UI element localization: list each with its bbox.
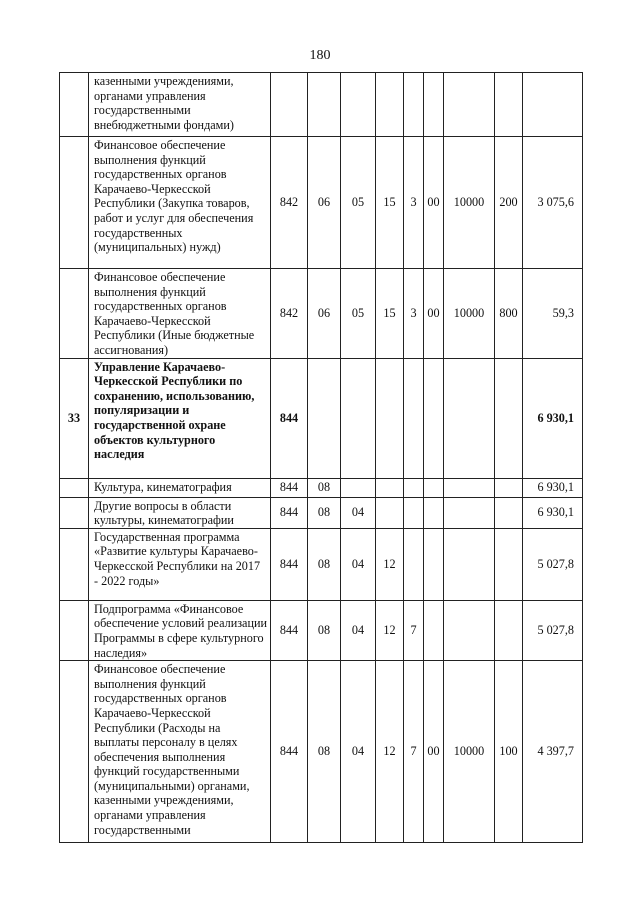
direction-code-cell (424, 528, 444, 600)
expense-type-cell: 100 (495, 661, 523, 843)
expense-type-cell: 200 (495, 137, 523, 269)
section-code-cell: 08 (308, 661, 341, 843)
table-row (60, 269, 583, 359)
item-name-cell: Управление Карачаево-Черкесской Республики по сохранению, использованию, популяризации и государственной охране объектов культурного наследия (89, 358, 271, 478)
subsection-code-cell (341, 478, 376, 497)
expense-type-cell (495, 497, 523, 528)
subprogram-code-cell (404, 497, 424, 528)
direction-code-cell (424, 478, 444, 497)
expense-code-cell: 10000 (444, 269, 495, 359)
section-code-cell: 06 (308, 269, 341, 359)
program-code-cell: 12 (376, 600, 404, 660)
expense-type-cell (495, 73, 523, 137)
amount-cell (523, 73, 583, 137)
program-code-cell (376, 358, 404, 478)
row-number-cell (60, 269, 89, 359)
amount-cell: 5 027,8 (523, 528, 583, 600)
subprogram-code-cell (404, 73, 424, 137)
subprogram-code-cell: 3 (404, 269, 424, 359)
section-code-cell: 06 (308, 137, 341, 269)
department-code-cell: 844 (271, 478, 308, 497)
row-number-cell (60, 73, 89, 137)
department-code-cell: 842 (271, 269, 308, 359)
expense-code-cell (444, 478, 495, 497)
table-row (60, 600, 583, 660)
amount-cell: 3 075,6 (523, 137, 583, 269)
direction-code-cell (424, 497, 444, 528)
program-code-cell: 12 (376, 661, 404, 843)
subsection-code-cell: 05 (341, 137, 376, 269)
amount-cell: 6 930,1 (523, 358, 583, 478)
expense-code-cell (444, 358, 495, 478)
department-code-cell: 844 (271, 600, 308, 660)
table-body (60, 73, 583, 843)
subprogram-code-cell (404, 478, 424, 497)
expense-type-cell (495, 600, 523, 660)
direction-code-cell: 00 (424, 661, 444, 843)
direction-code-cell: 00 (424, 269, 444, 359)
item-name-cell: Финансовое обеспечение выполнения функций государственных органов Карачаево-Черкесской Республики (Иные бюджетные ассигнования) (89, 269, 271, 359)
table-row (60, 137, 583, 269)
row-number-cell (60, 661, 89, 843)
table-row (60, 497, 583, 528)
direction-code-cell (424, 600, 444, 660)
table-row (60, 528, 583, 600)
item-name-cell: Финансовое обеспечение выполнения функций государственных органов Карачаево-Черкесской Республики (Расходы на выплаты персоналу в целях обеспечения выполнения функций государственными (муниципальными) органами, казенными учреждениями, органами управления государственными (89, 661, 271, 843)
page-number: 180 (309, 48, 331, 63)
expense-code-cell (444, 528, 495, 600)
budget-table (59, 72, 583, 843)
direction-code-cell (424, 358, 444, 478)
row-number-cell (60, 478, 89, 497)
expense-type-cell (495, 528, 523, 600)
table-row (60, 358, 583, 478)
section-code-cell (308, 73, 341, 137)
program-code-cell (376, 497, 404, 528)
expense-code-cell: 10000 (444, 661, 495, 843)
subsection-code-cell: 04 (341, 497, 376, 528)
subprogram-code-cell (404, 358, 424, 478)
program-code-cell (376, 478, 404, 497)
expense-code-cell (444, 600, 495, 660)
expense-code-cell (444, 497, 495, 528)
section-code-cell: 08 (308, 528, 341, 600)
item-name-cell: Государственная программа «Развитие культуры Карачаево-Черкесской Республики на 2017 - 2022 годы» (89, 528, 271, 600)
subsection-code-cell: 04 (341, 528, 376, 600)
expense-code-cell: 10000 (444, 137, 495, 269)
row-number-cell (60, 497, 89, 528)
direction-code-cell (424, 73, 444, 137)
subsection-code-cell: 04 (341, 661, 376, 843)
expense-type-cell (495, 478, 523, 497)
section-code-cell: 08 (308, 600, 341, 660)
department-code-cell: 844 (271, 661, 308, 843)
amount-cell: 4 397,7 (523, 661, 583, 843)
department-code-cell: 844 (271, 528, 308, 600)
table-row (60, 478, 583, 497)
item-name-cell: Другие вопросы в области культуры, кинематографии (89, 497, 271, 528)
subprogram-code-cell (404, 528, 424, 600)
amount-cell: 6 930,1 (523, 478, 583, 497)
section-code-cell (308, 358, 341, 478)
department-code-cell: 842 (271, 137, 308, 269)
table-row (60, 661, 583, 843)
subsection-code-cell (341, 358, 376, 478)
program-code-cell: 12 (376, 528, 404, 600)
row-number-cell: 33 (60, 358, 89, 478)
row-number-cell (60, 137, 89, 269)
expense-type-cell (495, 358, 523, 478)
expense-type-cell: 800 (495, 269, 523, 359)
amount-cell: 59,3 (523, 269, 583, 359)
department-code-cell: 844 (271, 358, 308, 478)
subprogram-code-cell: 3 (404, 137, 424, 269)
program-code-cell (376, 73, 404, 137)
expense-code-cell (444, 73, 495, 137)
subsection-code-cell: 04 (341, 600, 376, 660)
subsection-code-cell (341, 73, 376, 137)
subsection-code-cell: 05 (341, 269, 376, 359)
table-row (60, 73, 583, 137)
item-name-cell: казенными учреждениями, органами управления государственными внебюджетными фондами) (89, 73, 271, 137)
row-number-cell (60, 528, 89, 600)
item-name-cell: Культура, кинематография (89, 478, 271, 497)
program-code-cell: 15 (376, 137, 404, 269)
amount-cell: 6 930,1 (523, 497, 583, 528)
subprogram-code-cell: 7 (404, 600, 424, 660)
amount-cell: 5 027,8 (523, 600, 583, 660)
direction-code-cell: 00 (424, 137, 444, 269)
item-name-cell: Финансовое обеспечение выполнения функций государственных органов Карачаево-Черкесской Республики (Закупка товаров, работ и услуг для обеспечения государственных (муниципальных) нужд) (89, 137, 271, 269)
department-code-cell: 844 (271, 497, 308, 528)
section-code-cell: 08 (308, 497, 341, 528)
section-code-cell: 08 (308, 478, 341, 497)
department-code-cell (271, 73, 308, 137)
item-name-cell: Подпрограмма «Финансовое обеспечение условий реализации Программы в сфере культурного наследия» (89, 600, 271, 660)
subprogram-code-cell: 7 (404, 661, 424, 843)
program-code-cell: 15 (376, 269, 404, 359)
row-number-cell (60, 600, 89, 660)
